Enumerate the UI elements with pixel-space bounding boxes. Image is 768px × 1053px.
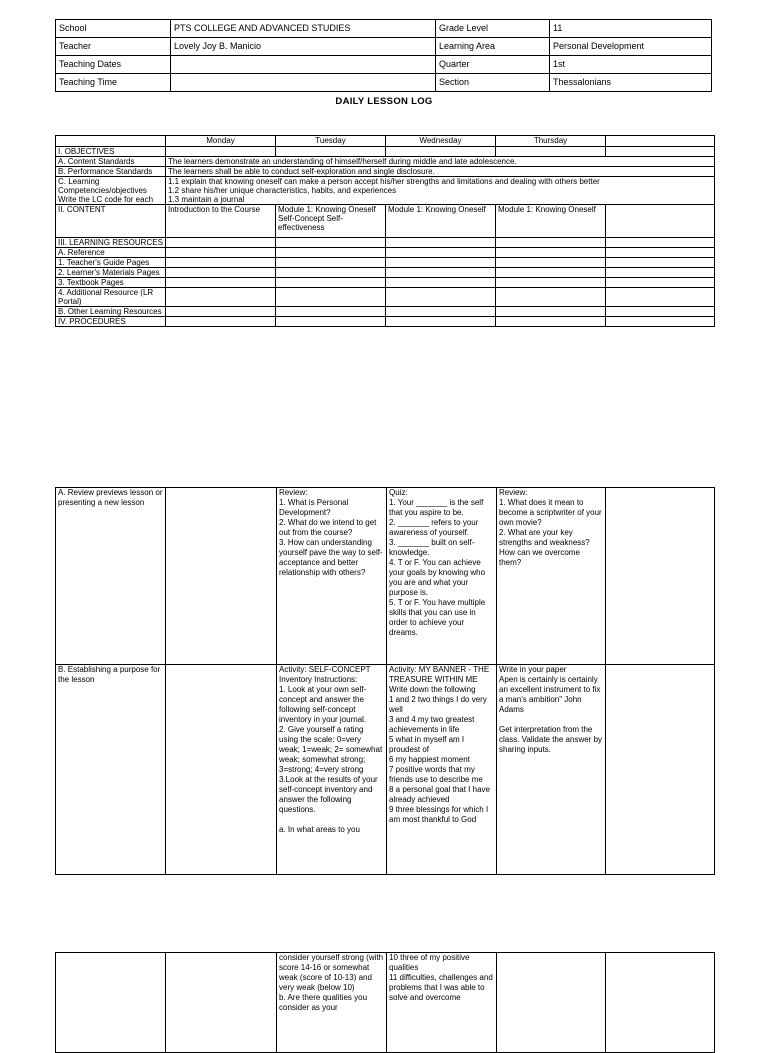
performance-value: The learners shall be able to conduct self-exploration and single disclosure. [166, 167, 715, 177]
review-tuesday: Review: 1. What is Personal Development? 2. What do we intend to get out from the course? 3. How can understanding yourself pave the way to self-acceptance and better relationship with others? [277, 488, 387, 665]
section-label: Section [436, 74, 550, 92]
content-wednesday: Module 1: Knowing Oneself [386, 205, 496, 238]
review-wednesday: Quiz: 1. Your _______ is the self that you aspire to be. 2. _______ refers to your awareness of yourself. 3. _______ built on self-knowledge. 4. T or F. You can achieve your goals by knowing who you are and what your purpose is. 5. T or F. You have multiple skills that you can use in order to achieve your dreams. [387, 488, 497, 665]
reference-label: A. Reference [56, 248, 166, 258]
school-label: School [56, 20, 171, 38]
time-label: Teaching Time [56, 74, 171, 92]
additional-label: 4. Additional Resource (LR Portal) [56, 288, 166, 307]
learner-materials-label: 2. Learner's Materials Pages [56, 268, 166, 278]
resources-label: III. LEARNING RESOURCES [56, 238, 166, 248]
grade-label: Grade Level [436, 20, 550, 38]
objectives-row [56, 147, 715, 157]
teacher-guide-row [56, 258, 715, 268]
teacher-value: Lovely Joy B. Manicio [171, 38, 436, 56]
purpose-tuesday: Activity: SELF-CONCEPT Inventory Instructions: 1. Look at your own self-concept and answer the following self-concept inventory in your journal. 2. Give yourself a rating using the scale: 0=very weak; 1=weak; 2= somewhat weak; somewhat strong; 3=strong; 4=very strong 3.Look at the results of your self-concept inventory and answer the following questions. a. In what areas to you [277, 665, 387, 875]
header-table [55, 19, 712, 92]
continuation-row [56, 953, 715, 1053]
day-thursday: Thursday [496, 136, 606, 147]
quarter-label: Quarter [436, 56, 550, 74]
performance-label: B. Performance Standards [56, 167, 166, 177]
textbook-row [56, 278, 715, 288]
review-label: A. Review previews lesson or presenting a new lesson [56, 488, 166, 665]
other-label: B. Other Learning Resources [56, 307, 166, 317]
additional-resource-row [56, 288, 715, 307]
content-standards-label: A. Content Standards [56, 157, 166, 167]
reference-row [56, 248, 715, 258]
teacher-label: Teacher [56, 38, 171, 56]
performance-standards-row [56, 167, 715, 177]
resources-row [56, 238, 715, 248]
days-header-row [56, 136, 715, 147]
purpose-row [56, 665, 715, 875]
continuation-wednesday: 10 three of my positive qualities 11 difficulties, challenges and problems that I was able to solve and overcome [387, 953, 497, 1053]
time-value [171, 74, 436, 92]
area-label: Learning Area [436, 38, 550, 56]
content-label: II. CONTENT [56, 205, 166, 238]
day-tuesday: Tuesday [276, 136, 386, 147]
content-tuesday: Module 1: Knowing Oneself Self-Concept Self-effectiveness [276, 205, 386, 238]
procedures-label: IV. PROCEDURES [56, 317, 166, 327]
grade-value: 11 [550, 20, 712, 38]
corner-cell [56, 136, 166, 147]
purpose-label: B. Establishing a purpose for the lesson [56, 665, 166, 875]
quarter-value: 1st [550, 56, 712, 74]
review-row [56, 488, 715, 665]
teacher-guide-label: 1. Teacher's Guide Pages [56, 258, 166, 268]
learner-materials-row [56, 268, 715, 278]
content-standards-value: The learners demonstrate an understanding of himself/herself during middle and late adolescence. [166, 157, 715, 167]
dates-value [171, 56, 436, 74]
competencies-row [56, 177, 715, 205]
school-value: PTS COLLEGE AND ADVANCED STUDIES [171, 20, 436, 38]
content-thursday: Module 1: Knowing Oneself [496, 205, 606, 238]
procedures-table [55, 487, 715, 875]
content-standards-row [56, 157, 715, 167]
header-row-time [56, 74, 712, 92]
day-wednesday: Wednesday [386, 136, 496, 147]
dates-label: Teaching Dates [56, 56, 171, 74]
objectives-label: I. OBJECTIVES [56, 147, 166, 157]
content-row [56, 205, 715, 238]
textbook-label: 3. Textbook Pages [56, 278, 166, 288]
header-row-teacher [56, 38, 712, 56]
header-row-dates [56, 56, 712, 74]
lesson-log-table [55, 135, 715, 327]
header-row-school [56, 20, 712, 38]
procedures-row [56, 317, 715, 327]
area-value: Personal Development [550, 38, 712, 56]
continuation-table [55, 952, 715, 1053]
section-value: Thessalonians [550, 74, 712, 92]
continuation-tuesday: consider yourself strong (with score 14-16 or somewhat weak (score of 10-13) and very weak (below 10) b. Are there qualities you consider as your [277, 953, 387, 1053]
competencies-value: 1.1 explain that knowing oneself can make a person accept his/her strengths and limitations and dealing with others better 1.2 share his/her unique characteristics, habits, and experiences 1.3 maintain a journal [166, 177, 715, 205]
content-monday: Introduction to the Course [166, 205, 276, 238]
other-resources-row [56, 307, 715, 317]
purpose-wednesday: Activity: MY BANNER - THE TREASURE WITHIN ME Write down the following 1 and 2 two things I do very well 3 and 4 my two greatest achievements in life 5 what in myself am I proudest of 6 my happiest moment 7 positive words that my friends use to describe me 8 a personal goal that I have already achieved 9 three blessings for which I am most thankful to God [387, 665, 497, 875]
day-friday [606, 136, 715, 147]
review-thursday: Review: 1. What does it mean to become a scriptwriter of your own movie? 2. What are your key strengths and weakness? How can we overcome them? [497, 488, 606, 665]
competencies-label: C. Learning Competencies/objectives Write the LC code for each [56, 177, 166, 205]
page-title: DAILY LESSON LOG [335, 96, 433, 107]
day-monday: Monday [166, 136, 276, 147]
purpose-thursday: Write in your paper Apen is certainly is certainly an excellent instrument to fix a man's ambition" John Adams Get interpretation from the class. Validate the answer by sharing inputs. [497, 665, 606, 875]
